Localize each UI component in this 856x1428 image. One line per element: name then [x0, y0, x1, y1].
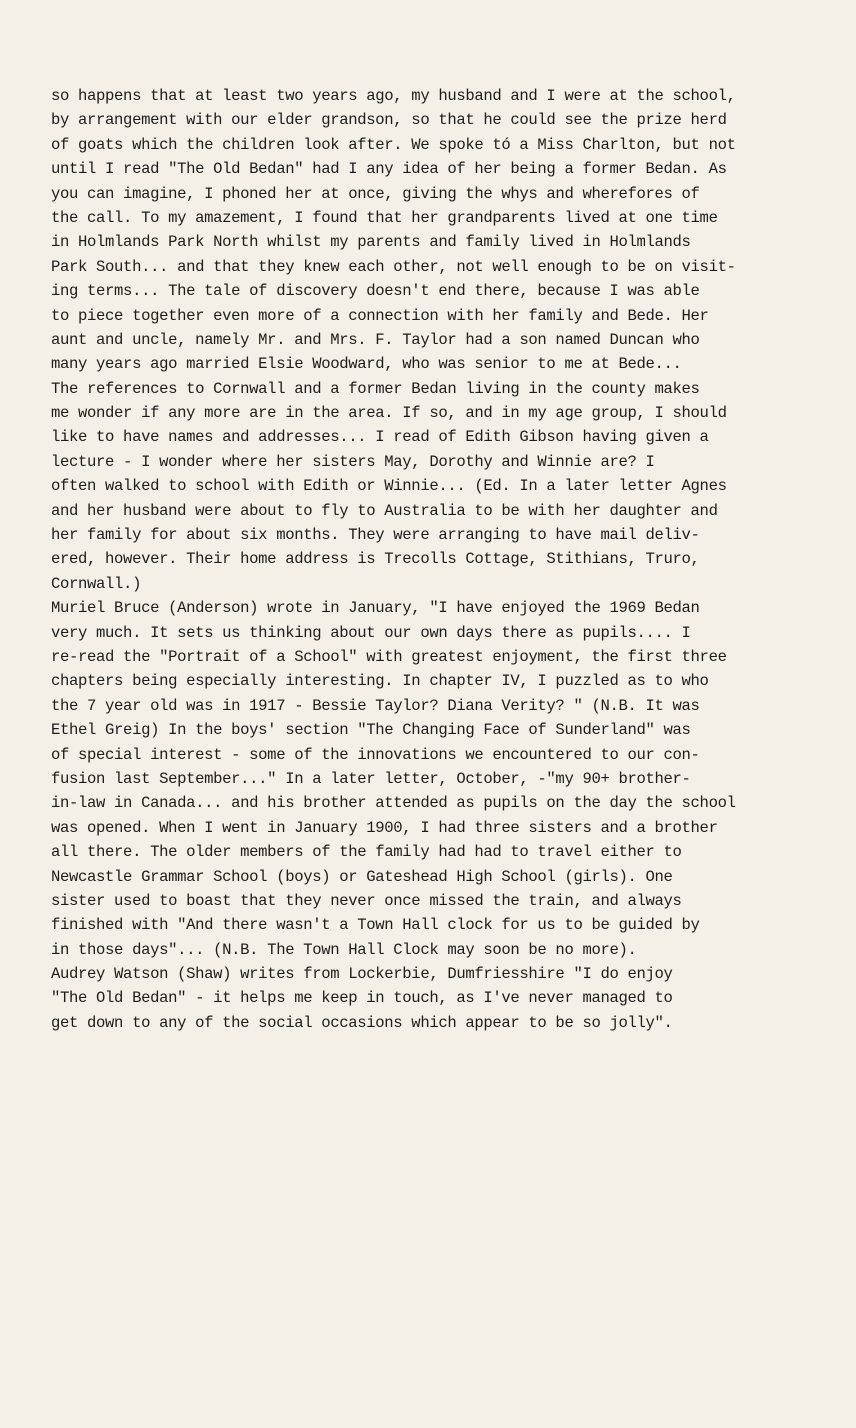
text-line: Ethel Greig) In the boys' section "The Changing Face of Sunderland" was	[51, 721, 691, 740]
text-line: in Holmlands Park North whilst my parents and family lived in Holmlands	[51, 233, 691, 252]
text-line: often walked to school with Edith or Winnie... (Ed. In a later letter Agnes	[51, 477, 727, 496]
text-line: so happens that at least two years ago, my husband and I were at the school,	[51, 87, 736, 105]
text-line: you can imagine, I phoned her at once, giving the whys and wherefores of	[51, 184, 700, 203]
text-line: all there. The older members of the family had had to travel either to	[51, 843, 682, 862]
text-line: the 7 year old was in 1917 - Bessie Taylor? Diana Verity? " (N.B. It was	[51, 696, 700, 715]
text-line: get down to any of the social occasions which appear to be so jolly".	[51, 1013, 673, 1032]
text-line: and her husband were about to fly to Australia to be with her daughter and	[51, 501, 718, 520]
text-line: in-law in Canada... and his brother attended as pupils on the day the school	[51, 794, 736, 813]
text-line: Muriel Bruce (Anderson) wrote in January, "I have enjoyed the 1969 Bedan	[51, 599, 700, 618]
text-line: in those days"... (N.B. The Town Hall Clock may soon be no more).	[51, 940, 637, 959]
text-line: ing terms... The tale of discovery doesn't end there, because I was able	[51, 282, 700, 301]
text-line: finished with "And there wasn't a Town Hall clock for us to be guided by	[51, 916, 700, 935]
text-line: Audrey Watson (Shaw) writes from Lockerbie, Dumfriesshire "I do enjoy	[51, 965, 673, 984]
text-line: until I read "The Old Bedan" had I any idea of her being a former Bedan. As	[51, 160, 727, 179]
text-line: Park South... and that they knew each other, not well enough to be on visit-	[51, 257, 736, 276]
text-line: her family for about six months. They were arranging to have mail deliv-	[51, 526, 700, 545]
text-line: ered, however. Their home address is Trecolls Cottage, Stithians, Truro,	[51, 550, 700, 569]
text-line: aunt and uncle, namely Mr. and Mrs. F. Taylor had a son named Duncan who	[51, 330, 700, 349]
text-line: of special interest - some of the innovations we encountered to our con-	[51, 745, 700, 764]
text-line: me wonder if any more are in the area. If so, and in my age group, I should	[51, 404, 727, 423]
text-line: to piece together even more of a connection with her family and Bede. Her	[51, 306, 709, 325]
text-line: of goats which the children look after. We spoke tó a Miss Charlton, but not	[51, 135, 736, 154]
text-line: sister used to boast that they never once missed the train, and always	[51, 891, 682, 910]
text-line: "The Old Bedan" - it helps me keep in touch, as I've never managed to	[51, 989, 673, 1008]
text-line: very much. It sets us thinking about our own days there as pupils.... I	[51, 623, 691, 642]
text-line: fusion last September..." In a later letter, October, -"my 90+ brother-	[51, 769, 691, 788]
text-line: the call. To my amazement, I found that her grandparents lived at one time	[51, 208, 718, 227]
text-line: re-read the "Portrait of a School" with greatest enjoyment, the first three	[51, 647, 727, 666]
text-line: chapters being especially interesting. In chapter IV, I puzzled as to who	[51, 672, 709, 691]
text-line: many years ago married Elsie Woodward, who was senior to me at Bede...	[51, 355, 682, 374]
text-line: by arrangement with our elder grandson, so that he could see the prize herd	[51, 111, 727, 130]
text-line: Newcastle Grammar School (boys) or Gateshead High School (girls). One	[51, 867, 673, 886]
text-line: Cornwall.)	[51, 574, 142, 593]
text-line: like to have names and addresses... I read of Edith Gibson having given a	[51, 428, 709, 447]
letter-text-block	[51, 84, 821, 1035]
text-line: The references to Cornwall and a former Bedan living in the county makes	[51, 379, 700, 398]
text-line: was opened. When I went in January 1900, I had three sisters and a brother	[51, 818, 718, 837]
text-line: lecture - I wonder where her sisters May, Dorothy and Winnie are? I	[51, 452, 655, 471]
